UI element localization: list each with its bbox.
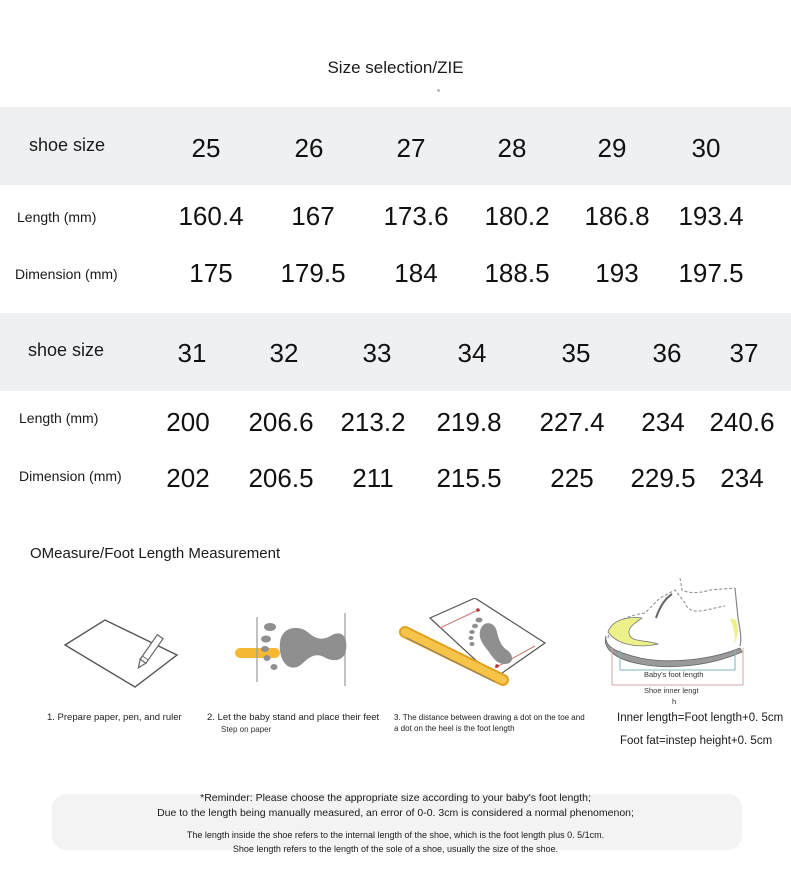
step-1-caption: 1. Prepare paper, pen, and ruler [47,712,182,723]
page-title: Size selection/ZIE [327,58,464,77]
size-cell: 33 [362,338,392,368]
formula-inner-length: Inner length=Foot length+0. 5cm [617,712,784,724]
length-cell: 234 [641,407,685,437]
dimension-cell: 206.5 [248,463,314,493]
formula-foot-fat: Foot fat=instep height+0. 5cm [620,735,773,747]
length-cell: 186.8 [584,201,650,231]
dimension-cell: 234 [720,463,764,493]
size-header-band-1 [0,107,791,185]
dimension-cell: 175 [189,258,233,288]
length-cell: 213.2 [340,407,406,437]
length-cell: 167 [291,201,335,231]
length-cell: 206.6 [248,407,314,437]
size-cell: 36 [652,338,682,368]
length-cell: 219.8 [436,407,502,437]
step-2-subcaption: Step on paper [221,725,272,734]
dimension-cell: 229.5 [630,463,696,493]
dimension-cell: 215.5 [436,463,502,493]
row-label-shoe-size: shoe size [29,135,106,155]
dimension-cell: 202 [166,463,210,493]
row-label-length: Length (mm) [17,209,97,225]
reminder-line-2: Due to the length being manually measured, an error of 0-0. 3cm is considered a normal phenomenon; [157,807,634,819]
size-cell: 26 [294,133,324,163]
size-cell: 29 [597,133,627,163]
dimension-cell: 188.5 [484,258,550,288]
step-2-caption: 2. Let the baby stand and place their feet [207,712,380,723]
length-cell: 160.4 [178,201,244,231]
dimension-cell: 197.5 [678,258,744,288]
dimension-cell: 193 [595,258,639,288]
size-cell: 30 [691,133,721,163]
decorative-dot [437,89,440,92]
length-cell: 173.6 [383,201,449,231]
reminder-line-4: Shoe length refers to the length of the sole of a shoe, usually the size of the shoe. [232,844,559,854]
paper-pen-icon [60,615,185,695]
size-cell: 34 [457,338,487,368]
size-cell: 35 [561,338,591,368]
reminder-line-3: The length inside the shoe refers to the internal length of the shoe, which is the foot length plus 0. 5/1cm. [186,830,605,840]
length-cell: 227.4 [539,407,605,437]
label-shoe-inner-length-cont: h [672,697,677,706]
row-label-dimension: Dimension (mm) [19,468,122,484]
length-cell: 193.4 [678,201,744,231]
measurement-section-title: OMeasure/Foot Length Measurement [30,545,281,562]
reminder-line-1: *Reminder: Please choose the appropriate size according to your baby's foot length; [200,792,591,804]
size-cell: 37 [729,338,759,368]
label-shoe-inner-length: Shoe inner lengt [644,686,699,695]
dimension-cell: 225 [550,463,594,493]
length-cell: 200 [166,407,210,437]
label-baby-foot-length: Baby's foot length [644,670,704,679]
footprint-ruler-icon [232,612,352,692]
length-cell: 240.6 [709,407,775,437]
dimension-cell: 184 [394,258,438,288]
dimension-cell: 179.5 [280,258,346,288]
dimension-cell: 211 [352,463,394,493]
step-3-caption-line1: 3. The distance between drawing a dot on the toe and [394,713,585,722]
size-cell: 31 [177,338,207,368]
row-label-dimension: Dimension (mm) [15,266,118,282]
step-3-caption-line2: a dot on the heel is the foot length [394,724,515,733]
size-cell: 27 [396,133,426,163]
size-cell: 25 [191,133,221,163]
row-label-shoe-size: shoe size [28,340,105,360]
length-cell: 180.2 [484,201,550,231]
foot-on-paper-ruler-icon [395,598,555,698]
size-cell: 28 [497,133,527,163]
row-label-length: Length (mm) [19,410,99,426]
size-cell: 32 [269,338,299,368]
